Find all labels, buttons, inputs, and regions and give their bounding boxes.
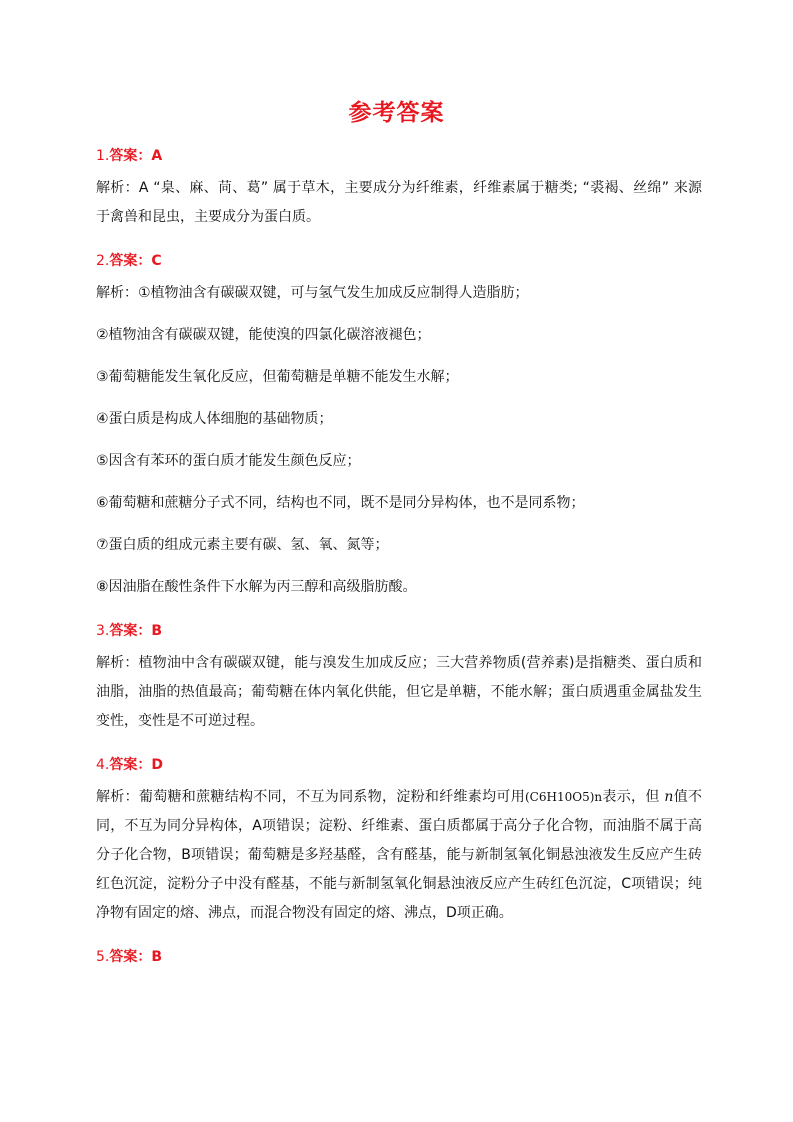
explanation-2-line: ⑦蛋白质的组成元素主要有碳、氢、氧、氮等； bbox=[96, 537, 389, 553]
answer-letter: D bbox=[151, 757, 163, 773]
question-5 bbox=[96, 941, 702, 973]
question-number: 2. bbox=[96, 253, 110, 269]
question-2 bbox=[96, 245, 702, 602]
explanation-2-line: ⑤因含有苯环的蛋白质才能发生颜色反应； bbox=[96, 453, 361, 469]
answer-prefix: 答案： bbox=[109, 253, 152, 269]
explanation-4-part-c: 值不同，不互为同分异构体，A项错误；淀粉、纤维素、蛋白质都属于高分子化合物，而油脂不属于高分子化合物，B项错误；葡萄糖是多羟基醛，含有醛基，能与新制氢氧化铜悬浊液发生反应产生砖红色沉淀，淀粉分子中没有醛基，不能与新制氢氧化铜悬浊液反应产生砖红色沉淀，C项错误；纯净物有固定的熔、沸点，而混合物没有固定的熔、沸点，D项正确。 bbox=[96, 789, 703, 921]
explanation-1: 解析：A “臬、麻、苘、葛” 属于草木，主要成分为纤维素，纤维素属于糖类; “裘褐、丝绵” 来源于禽兽和昆虫，主要成分为蛋白质。 bbox=[96, 180, 702, 225]
question-number: 4. bbox=[96, 757, 110, 773]
answer-line-2 bbox=[96, 245, 702, 277]
question-4 bbox=[96, 749, 702, 928]
answer-line-4 bbox=[96, 749, 702, 781]
question-number: 5. bbox=[96, 949, 110, 965]
explanation-4 bbox=[96, 783, 702, 928]
question-1 bbox=[96, 140, 702, 232]
explanation-2-line: ⑥葡萄糖和蔗糖分子式不同，结构也不同，既不是同分异构体，也不是同系物； bbox=[96, 495, 585, 511]
explanation-2-line: 解析：①植物油含有碳碳双键，可与氢气发生加成反应制得人造脂肪； bbox=[96, 285, 529, 301]
answer-content bbox=[96, 140, 702, 975]
explanation-2-line: ⑧因油脂在酸性条件下水解为丙三醇和高级脂肪酸。 bbox=[96, 579, 417, 595]
page-title: 参考答案 bbox=[348, 99, 445, 126]
answer-letter: B bbox=[151, 949, 163, 965]
answer-prefix: 答案： bbox=[109, 757, 152, 773]
explanation-2-line: ③葡萄糖能发生氧化反应，但葡萄糖是单糖不能发生水解； bbox=[96, 369, 459, 385]
explanation-4-part-a: 解析：葡萄糖和蔗糖结构不同，不互为同系物，淀粉和纤维素均可用 bbox=[96, 789, 525, 805]
question-number: 3. bbox=[96, 623, 110, 639]
question-3 bbox=[96, 615, 702, 736]
answer-line-1 bbox=[96, 140, 702, 172]
answer-line-5 bbox=[96, 941, 702, 973]
answer-prefix: 答案： bbox=[109, 949, 152, 965]
question-number: 1. bbox=[96, 148, 110, 164]
answer-letter: C bbox=[151, 253, 162, 269]
answer-prefix: 答案： bbox=[109, 148, 152, 164]
variable-n: n bbox=[664, 789, 674, 805]
explanation-3: 解析：植物油中含有碳碳双键，能与溴发生加成反应；三大营养物质(营养素)是指糖类、蛋白质和油脂，油脂的热值最高；葡萄糖在体内氧化供能，但它是单糖，不能水解；蛋白质遇重金属盐发生变性，变性是不可逆过程。 bbox=[96, 655, 702, 729]
explanation-2-line: ④蛋白质是构成人体细胞的基础物质； bbox=[96, 411, 333, 427]
answer-prefix: 答案： bbox=[109, 623, 152, 639]
explanation-2-line: ②植物油含有碳碳双键，能使溴的四氯化碳溶液褪色； bbox=[96, 327, 431, 343]
chemical-formula: (C6H10O5)n bbox=[525, 790, 603, 804]
answer-letter: B bbox=[151, 623, 163, 639]
answer-line-3 bbox=[96, 615, 702, 647]
explanation-4-part-b: 表示，但 bbox=[602, 789, 660, 805]
answer-letter: A bbox=[151, 148, 163, 164]
